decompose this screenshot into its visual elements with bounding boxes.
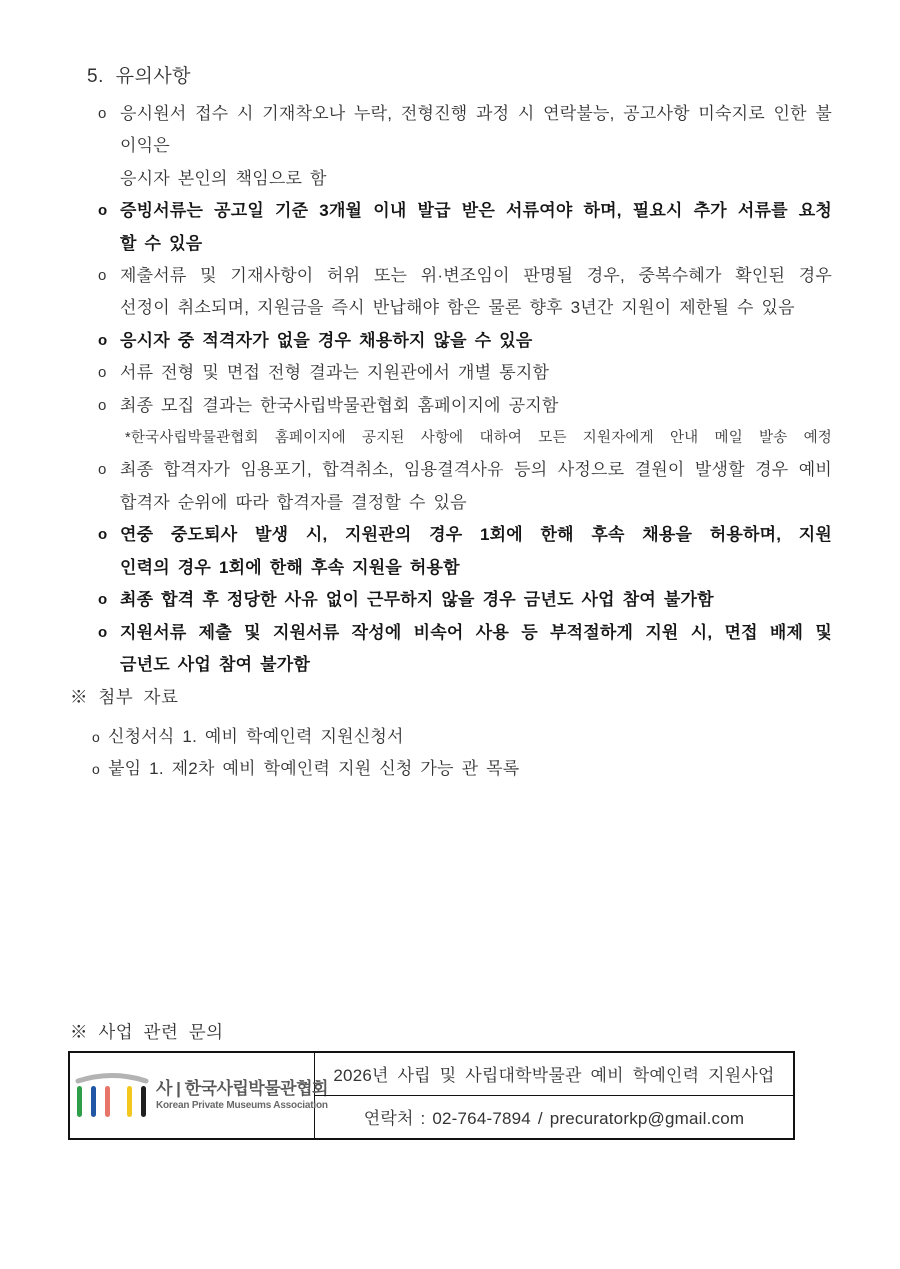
- logo-bar-yellow: [127, 1086, 132, 1117]
- bullet-line: 증빙서류는 공고일 기준 3개월 이내 발급 받은 서류여야 하며, 필요시 추가 서류를 요청: [120, 201, 832, 221]
- bullet-marker: o: [98, 331, 108, 349]
- bullet-marker: o: [98, 364, 107, 382]
- list-item: [98, 584, 832, 616]
- list-item: [98, 98, 832, 195]
- bullet-line: 최종 모집 결과는 한국사립박물관협회 홈페이지에 공지함: [120, 395, 559, 415]
- bullet-line: 제출서류 및 기재사항이 허위 또는 위·변조임이 판명될 경우, 중복수혜가 확인된 경우: [120, 266, 832, 286]
- list-item: [98, 195, 832, 260]
- logo-bar-coral: [105, 1086, 110, 1117]
- list-item: [98, 357, 832, 389]
- bullet-line: 응시자 중 적격자가 없을 경우 채용하지 않을 수 있음: [120, 330, 533, 350]
- contact-heading: ※ 사업 관련 문의: [70, 1022, 224, 1042]
- museum-pillars-logo-icon: [75, 1071, 149, 1121]
- bullet-line: 선정이 취소되며, 지원금을 즉시 반납해야 함은 물론 향후 3년간 지원이 제한될 수 있음: [120, 298, 795, 318]
- list-item: [98, 617, 832, 682]
- attachments-heading: ※ 첨부 자료: [70, 687, 179, 707]
- section-title: 5. 유의사항: [87, 66, 192, 87]
- bullet-line: 서류 전형 및 면접 전형 결과는 지원관에서 개별 통지함: [120, 363, 550, 383]
- bullet-line: 연중 중도퇴사 발생 시, 지원관의 경우 1회에 한해 후속 채용을 허용하며, 지원: [120, 525, 832, 545]
- logo-bar-blue: [91, 1086, 96, 1117]
- bullet-line: 할 수 있음: [120, 233, 203, 253]
- bullet-line: 응시원서 접수 시 기재착오나 누락, 전형진행 과정 시 연락불능, 공고사항 미숙지로 인한 불이익은: [120, 104, 832, 156]
- notice-bullet-list: [98, 98, 832, 681]
- bullet-line: 최종 합격자가 임용포기, 합격취소, 임용결격사유 등의 사정으로 결원이 발생할 경우 예비: [120, 460, 832, 480]
- logo-bar-green: [77, 1086, 82, 1117]
- bullet-marker: o: [92, 729, 100, 745]
- attachment-label: 신청서식 1. 예비 학예인력 지원신청서: [108, 727, 404, 746]
- list-item: [98, 454, 832, 519]
- bullet-line: 응시자 본인의 책임으로 함: [120, 168, 327, 188]
- contact-table: [68, 1051, 795, 1140]
- logo-bar-black: [141, 1086, 146, 1117]
- bullet-marker: o: [98, 526, 108, 544]
- bullet-marker: o: [98, 267, 107, 285]
- list-item: [98, 519, 832, 584]
- logo-roof: [78, 1075, 146, 1081]
- bullet-line: 금년도 사업 참여 불가함: [120, 654, 310, 674]
- logo-roof-svg: [75, 1071, 149, 1121]
- contact-phone-cell: 연락처 : 02-764-7894 / precuratorkp@gmail.com: [363, 1109, 745, 1129]
- attachments-list: [92, 721, 812, 786]
- bullet-line: 최종 합격 후 정당한 사유 없이 근무하지 않을 경우 금년도 사업 참여 불가함: [120, 590, 714, 610]
- program-title-cell: 2026년 사립 및 사립대학박물관 예비 학예인력 지원사업: [315, 1053, 793, 1096]
- list-item: [98, 325, 832, 357]
- org-logo-cell: [70, 1053, 328, 1138]
- bullet-line: 합격자 순위에 따라 합격자를 결정할 수 있음: [120, 492, 467, 512]
- org-name-english: Korean Private Museums Association: [156, 1100, 328, 1111]
- bullet-marker: o: [98, 623, 108, 641]
- list-item: [98, 390, 832, 455]
- bullet-footnote: *한국사립박물관협회 홈페이지에 공지된 사항에 대하여 모든 지원자에게 안내 메일 발송 예정: [125, 430, 832, 447]
- list-item: [92, 753, 812, 785]
- bullet-marker: o: [98, 202, 108, 220]
- bullet-marker: o: [98, 105, 107, 122]
- bullet-marker: o: [98, 591, 108, 609]
- bullet-line: 인력의 경우 1회에 한해 후속 지원을 허용함: [120, 557, 460, 577]
- bullet-marker: o: [98, 396, 107, 414]
- list-item: [92, 721, 812, 753]
- list-item: [98, 260, 832, 325]
- attachment-label: 붙임 1. 제2차 예비 학예인력 지원 신청 가능 관 목록: [108, 759, 520, 779]
- org-name-korean: 사 | 한국사립박물관협회: [156, 1079, 328, 1098]
- bullet-marker: o: [92, 761, 100, 778]
- bullet-line: 지원서류 제출 및 지원서류 작성에 비속어 사용 등 부적절하게 지원 시, 면접 배제 및: [120, 622, 832, 642]
- bullet-marker: o: [98, 461, 107, 479]
